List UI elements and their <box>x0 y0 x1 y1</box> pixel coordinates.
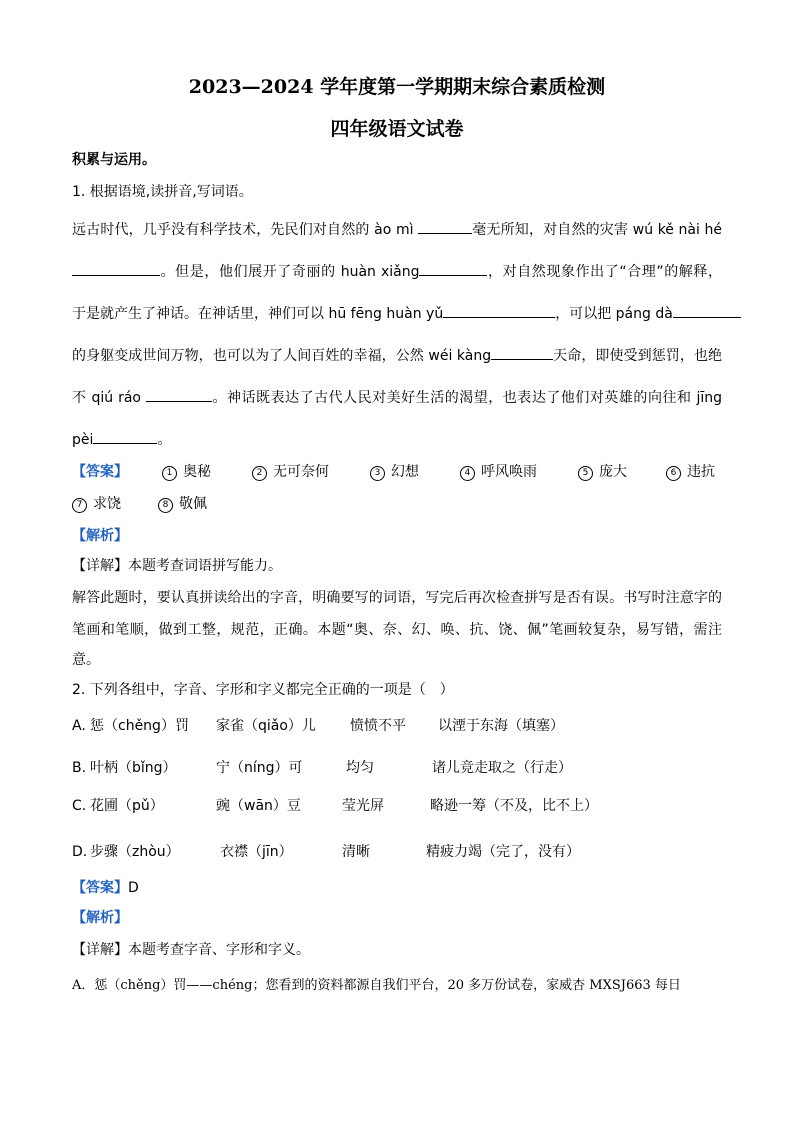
answer-blank-4[interactable] <box>443 302 555 318</box>
section-heading: 积累与运用。 <box>72 152 156 168</box>
text-segment: 于是就产生了神话。在神话里，神们可以 hū fēng huàn yǔ <box>72 306 444 322</box>
analysis-tag: 【解析】 <box>72 528 128 544</box>
option-a-item-2: 家雀（qiǎo）儿 <box>216 718 316 734</box>
answer-item-3 <box>370 462 419 482</box>
explanation-line-1: 解答此题时，要认真拼读给出的字音，明确要写的词语，写完后再次检查拼写是否有误。书写时注意字的 <box>72 590 722 606</box>
option-b-item-3: 均匀 <box>346 760 374 776</box>
answer-text: 敬佩 <box>179 496 207 512</box>
option-label: C. <box>72 798 87 814</box>
answer-blank-2[interactable] <box>72 260 160 276</box>
answer-tag: 【答案】 <box>72 880 128 896</box>
text-segment: 毫无所知，对自然的灾害 wú kě nài hé <box>472 222 722 238</box>
analysis-tag: 【解析】 <box>72 910 128 926</box>
answer-text: 无可奈何 <box>273 464 329 480</box>
option-c-item-3: 莹光屏 <box>342 798 384 814</box>
option-c-item-1: 花圃（pǔ） <box>90 798 164 814</box>
option-b-item-2: 宁（níng）可 <box>216 760 303 776</box>
explanation-line-2: 笔画和笔顺，做到工整，规范，正确。本题“奥、奈、幻、唤、抗、饶、佩”笔画较复杂，易写错，需注 <box>72 622 722 638</box>
text-segment: ，可以把 páng dà <box>555 306 673 322</box>
circled-number: 6 <box>666 466 681 481</box>
circled-number: 3 <box>370 466 385 481</box>
answer-text: 幻想 <box>391 464 419 480</box>
option-d-item-3: 清晰 <box>342 844 370 860</box>
detail-tag: 【详解】 <box>72 558 128 574</box>
answer-value: D <box>128 880 139 896</box>
circled-number: 7 <box>72 498 87 513</box>
answer-blank-5[interactable] <box>673 302 741 318</box>
answer-item-2 <box>252 462 329 482</box>
detail-line <box>72 940 310 960</box>
option-b-item-4: 诸儿竞走取之（行走） <box>432 760 572 776</box>
option-label: A. <box>72 718 86 734</box>
question-1-paragraph-line-6 <box>72 428 171 450</box>
document-title: 2023—2024 学年度第一学期期末综合素质检测 <box>188 76 606 98</box>
circled-number: 1 <box>162 466 177 481</box>
text-segment: 。 <box>157 432 172 448</box>
option-label: B. <box>72 760 87 776</box>
answer-blank-7[interactable] <box>146 386 212 402</box>
question-1-paragraph-line-1 <box>72 218 722 240</box>
circled-number: 8 <box>158 498 173 513</box>
option-c-item-2: 豌（wān）豆 <box>216 798 301 814</box>
answer-item-1 <box>162 462 211 482</box>
text-segment: 的身躯变成世间万物，也可以为了人间百姓的幸福，公然 wéi kàng <box>72 348 492 364</box>
answer-text: 违抗 <box>687 464 715 480</box>
answer-tag: 【答案】 <box>72 464 128 480</box>
answer-item-7 <box>72 494 121 514</box>
answer-item-5 <box>578 462 627 482</box>
detail-tag: 【详解】 <box>72 942 128 958</box>
answer-blank-6[interactable] <box>491 344 553 360</box>
detail-text: 本题考查字音、字形和字义。 <box>128 942 310 958</box>
answer-blank-1[interactable] <box>418 218 472 234</box>
text-segment: pèi <box>72 432 94 448</box>
option-d-item-4: 精疲力竭（完了，没有） <box>426 844 580 860</box>
detail-text: 本题考查词语拼写能力。 <box>128 558 282 574</box>
option-a-item-1: 惩（chěng）罚 <box>90 718 189 734</box>
answer-item-8 <box>158 494 207 514</box>
answer-blank-8[interactable] <box>93 428 157 444</box>
answer-text: 庞大 <box>599 464 627 480</box>
circled-number: 4 <box>460 466 475 481</box>
question-1-stem: 1. 根据语境,读拼音,写词语。 <box>72 184 253 200</box>
answer-text: 呼风唤雨 <box>481 464 537 480</box>
question-1-paragraph-line-2 <box>72 260 722 282</box>
option-d-item-1: 步骤（zhòu） <box>90 844 180 860</box>
answer-text: 求饶 <box>93 496 121 512</box>
text-segment: 。但是，他们展开了奇丽的 huàn xiǎng <box>160 264 420 280</box>
option-c-item-4: 略逊一筹（不及，比不上） <box>430 798 598 814</box>
question-1-paragraph-line-3 <box>72 302 722 324</box>
circled-number: 5 <box>578 466 593 481</box>
document-subtitle: 四年级语文试卷 <box>330 118 464 140</box>
option-a-item-3: 愤愤不平 <box>350 718 406 734</box>
option-d-item-2: 衣襟（jīn） <box>220 844 293 860</box>
question-1-paragraph-line-5 <box>72 386 722 408</box>
text-segment: 不 qiú ráo <box>72 390 146 406</box>
question-1-paragraph-line-4 <box>72 344 722 366</box>
question-2-stem: 2. 下列各组中，字音、字形和字义都完全正确的一项是（ ） <box>72 682 454 698</box>
answer-text: 奥秘 <box>183 464 211 480</box>
text-segment: 。神话既表达了古代人民对美好生活的渴望，也表达了他们对英雄的向往和 jīng <box>211 390 722 406</box>
text-segment: ，对自然现象作出了“合理”的解释， <box>487 264 722 280</box>
option-label: D. <box>72 844 88 860</box>
answer-blank-3[interactable] <box>419 260 487 276</box>
answer-item-6 <box>666 462 715 482</box>
question-2-answer-line <box>72 878 139 898</box>
explanation-line-3: 意。 <box>72 652 100 668</box>
text-segment: 远古时代，几乎没有科学技术，先民们对自然的 ào mì <box>72 222 419 238</box>
option-b-item-1: 叶柄（bǐng） <box>90 760 177 776</box>
question-2-explanation-line: A．惩（chěng）罚——chéng；您看到的资料都源自我们平台，20 多万份试卷，家威杏 MXSJ663 每日 <box>72 978 681 993</box>
option-a-item-4: 以湮于东海（填塞） <box>438 718 564 734</box>
answer-item-4 <box>460 462 537 482</box>
text-segment: 天命，即使受到惩罚，也绝 <box>553 348 722 364</box>
circled-number: 2 <box>252 466 267 481</box>
detail-line <box>72 556 282 576</box>
